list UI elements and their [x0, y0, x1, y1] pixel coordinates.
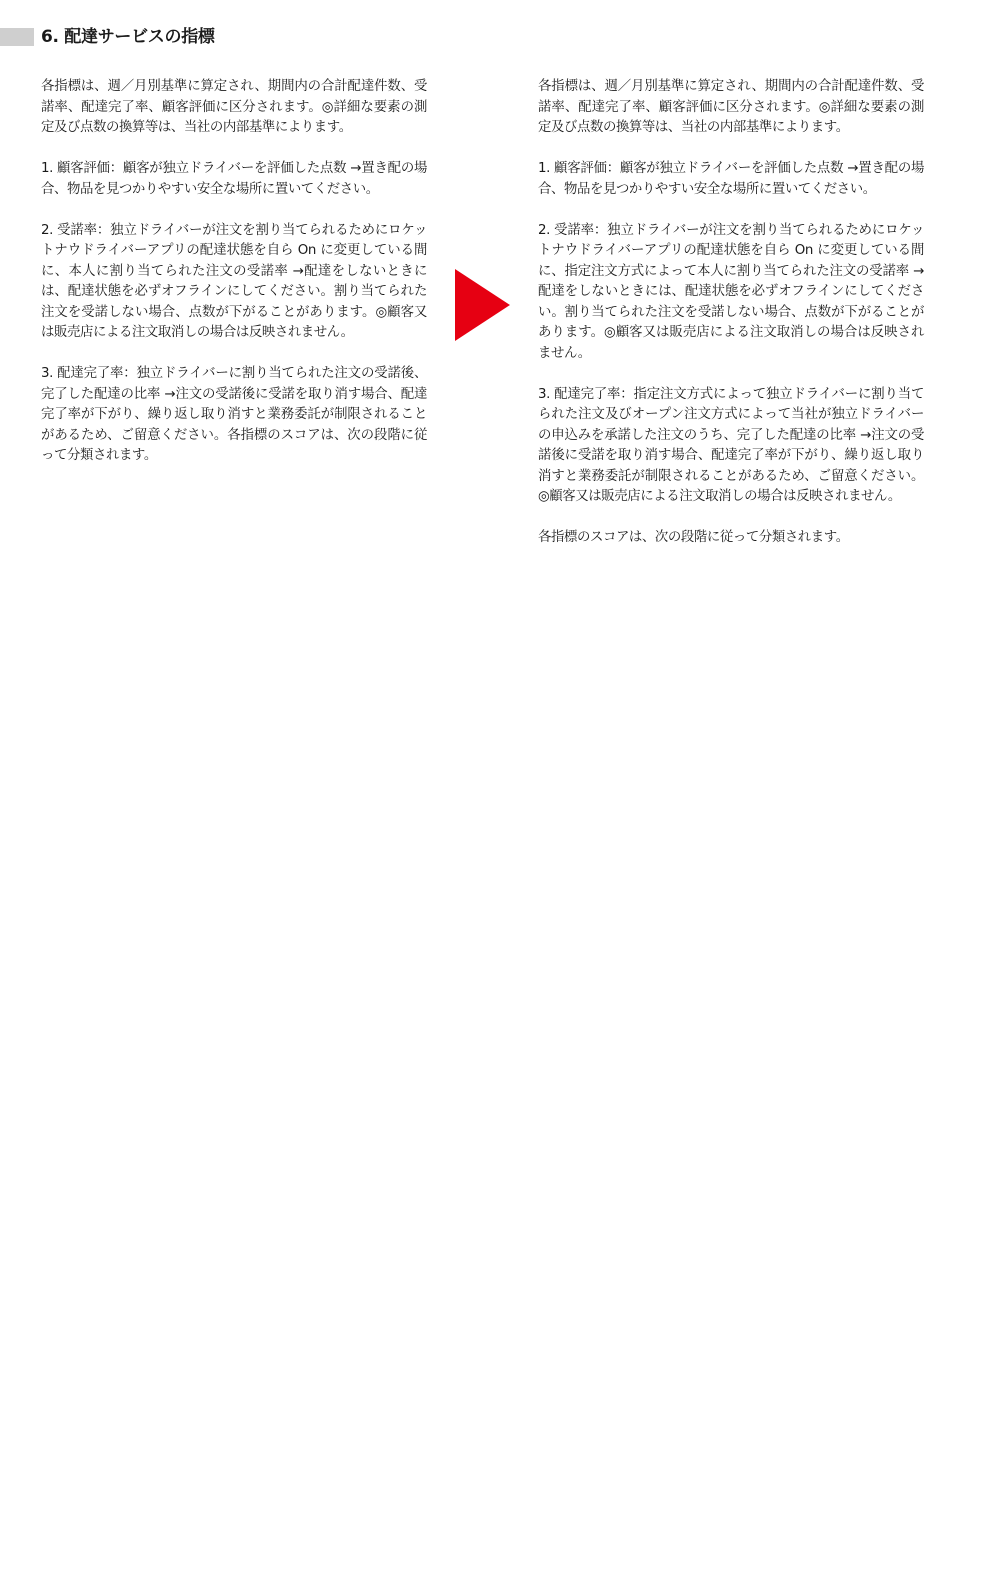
before-completion-rate-paragraph: 3. 配達完了率：独立ドライバーに割り当てられた注文の受諾後、完了した配達の比率 →注文の受諾後に受諾を取り消す場合、配達完了率が下がり、繰り返し取り消すと業務委託が制限されることがあるため、ご留意ください。各指標のスコアは、次の段階に従って分類されます。 — [41, 366, 427, 463]
change-arrow-icon — [455, 269, 510, 341]
after-column — [538, 77, 924, 569]
after-score-classification-paragraph: 各指標のスコアは、次の段階に従って分類されます。 — [538, 530, 849, 545]
before-acceptance-rate-paragraph: 2. 受諾率：独立ドライバーが注文を割り当てられるためにロケットナウドライバーアプリの配達状態を自ら On に変更している間に、本人に割り当てられた注文の受諾率 →配達をしないときには、配達状態を必ずオフラインにしてください。割り当てられた注文を受諾しない場合、点数が下がることがあります。◎顧客又は販売店による注文取消しの場合は反映されません。 — [41, 222, 427, 340]
after-completion-rate-paragraph: 3. 配達完了率：指定注文方式によって独立ドライバーに割り当てられた注文及びオープン注文方式によって当社が独立ドライバーの申込みを承諾した注文のうち、完了した配達の比率 →注文の受諾後に受諾を取り消す場合、配達完了率が下がり、繰り返し取り消すと業務委託が制限されることがあるため、ご留意ください。◎顧客又は販売店による注文取消しの場合は反映されません。 — [538, 386, 924, 504]
before-column — [41, 77, 427, 487]
section-title-marker — [0, 28, 34, 46]
after-acceptance-rate-paragraph: 2. 受諾率：独立ドライバーが注文を割り当てられるためにロケットナウドライバーアプリの配達状態を自ら On に変更している間に、指定注文方式によって本人に割り当てられた注文の受諾率 →配達をしないときには、配達状態を必ずオフラインにしてください。割り当てられた注文を受諾しない場合、点数が下がることがあります。◎顧客又は販売店による注文取消しの場合は反映されません。 — [538, 222, 924, 361]
section-title: 6. 配達サービスの指標 — [41, 27, 215, 47]
before-customer-rating-paragraph: 1. 顧客評価：顧客が独立ドライバーを評価した点数 →置き配の場合、物品を見つかりやすい安全な場所に置いてください。 — [41, 161, 427, 197]
after-customer-rating-paragraph: 1. 顧客評価：顧客が独立ドライバーを評価した点数 →置き配の場合、物品を見つかりやすい安全な場所に置いてください。 — [538, 161, 924, 197]
before-intro-paragraph: 各指標は、週／月別基準に算定され、期間内の合計配達件数、受諾率、配達完了率、顧客評価に区分されます。◎詳細な要素の測定及び点数の換算等は、当社の内部基準によります。 — [41, 79, 427, 135]
after-intro-paragraph: 各指標は、週／月別基準に算定され、期間内の合計配達件数、受諾率、配達完了率、顧客評価に区分されます。◎詳細な要素の測定及び点数の換算等は、当社の内部基準によります。 — [538, 79, 924, 135]
